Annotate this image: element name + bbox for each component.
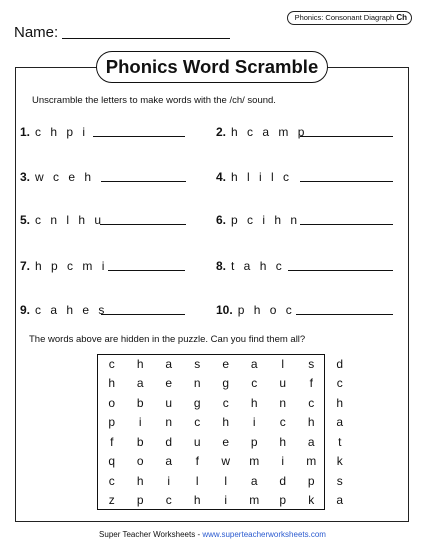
item-number: 7. — [20, 259, 31, 273]
grid-letter: p — [108, 415, 116, 429]
grid-letter: n — [279, 395, 287, 410]
grid-letter: b — [136, 434, 144, 449]
scramble-item-4 — [216, 170, 292, 184]
grid-letter: c — [108, 356, 115, 371]
answer-blank-5[interactable] — [100, 224, 186, 225]
answer-blank-8[interactable] — [288, 270, 393, 271]
grid-letter: a — [307, 434, 315, 449]
topic-code: Ch — [396, 13, 407, 22]
grid-letter: a — [250, 356, 258, 371]
grid-letter: s — [194, 356, 201, 371]
name-field-line[interactable] — [62, 38, 230, 39]
item-letters: t a h c — [231, 259, 285, 273]
grid-letter: l — [195, 473, 199, 488]
grid-letter: a — [136, 376, 144, 390]
answer-blank-7[interactable] — [108, 270, 185, 271]
grid-letter: k — [336, 454, 343, 468]
grid-letter: n — [193, 376, 201, 390]
word-search-grid — [97, 354, 344, 510]
scramble-item-6 — [216, 213, 300, 227]
grid-letter: p — [136, 493, 144, 507]
grid-letter: c — [308, 395, 315, 410]
name-label: Name: — [14, 24, 59, 41]
grid-letter: u — [165, 395, 173, 410]
item-letters: w c e h — [35, 170, 95, 184]
grid-letter: m — [306, 454, 317, 468]
grid-letter: a — [165, 454, 173, 468]
item-number: 6. — [216, 213, 227, 227]
grid-letter: h — [222, 415, 230, 429]
grid-letter: m — [249, 493, 260, 507]
answer-blank-4[interactable] — [300, 181, 393, 182]
scramble-item-9 — [20, 303, 107, 317]
grid-letter: s — [336, 473, 343, 488]
footer — [0, 530, 425, 539]
grid-letter: d — [336, 356, 344, 371]
grid-letter: e — [222, 356, 230, 371]
grid-letter: o — [136, 454, 144, 468]
topic-label: Phonics: Consonant Diagraph — [294, 13, 395, 22]
grid-letter: c — [194, 415, 201, 429]
answer-blank-6[interactable] — [300, 224, 393, 225]
grid-letter: f — [195, 454, 199, 468]
grid-letter: z — [108, 493, 115, 507]
grid-letter: i — [224, 493, 228, 507]
item-letters: h c a m p — [231, 125, 308, 139]
item-letters: p c i h n — [231, 213, 301, 227]
grid-letter: n — [165, 415, 173, 429]
grid-letter: h — [136, 473, 144, 488]
grid-letter: w — [221, 454, 231, 468]
grid-letter: c — [165, 493, 172, 507]
grid-letter: a — [250, 473, 258, 488]
grid-letter: h — [108, 376, 116, 390]
grid-letter: i — [167, 473, 171, 488]
grid-letter: p — [307, 473, 315, 488]
grid-letter: c — [108, 473, 115, 488]
grid-letter: h — [136, 356, 144, 371]
puzzle-instruction: The words above are hidden in the puzzle. Can you find them all? — [29, 334, 306, 345]
grid-letter: p — [250, 434, 258, 449]
grid-letter: m — [249, 454, 260, 468]
grid-letter: f — [110, 434, 114, 449]
item-letters: h l i l c — [231, 170, 293, 184]
item-letters: c h p i — [35, 125, 89, 139]
grid-letter: h — [307, 415, 315, 429]
grid-letter: e — [222, 434, 230, 449]
grid-letter: e — [165, 376, 173, 390]
item-number: 4. — [216, 170, 227, 184]
item-number: 9. — [20, 303, 31, 317]
item-letters: c n l h u — [35, 213, 105, 227]
answer-blank-10[interactable] — [296, 314, 393, 315]
grid-letter: l — [224, 473, 228, 488]
scramble-item-1 — [20, 125, 88, 139]
grid-letter: d — [279, 473, 287, 488]
answer-blank-9[interactable] — [101, 314, 185, 315]
scramble-item-10 — [216, 303, 295, 317]
grid-letter: u — [193, 434, 201, 449]
grid-letter: h — [279, 434, 287, 449]
worksheet-title: Phonics Word Scramble — [96, 51, 328, 83]
grid-letter: a — [165, 356, 173, 371]
grid-letter: c — [336, 376, 343, 390]
grid-letter: i — [252, 415, 256, 429]
grid-letter: t — [338, 434, 342, 449]
grid-letter: k — [308, 493, 315, 507]
grid-letter: a — [336, 493, 344, 507]
grid-letter: g — [222, 376, 230, 390]
grid-letter: c — [279, 415, 286, 429]
grid-letter: b — [136, 395, 144, 410]
grid-letter: i — [138, 415, 142, 429]
scramble-item-8 — [216, 259, 285, 273]
item-letters: p h o c — [237, 303, 295, 317]
grid-letter: o — [108, 395, 116, 410]
answer-blank-2[interactable] — [300, 136, 393, 137]
item-number: 1. — [20, 125, 31, 139]
footer-link[interactable]: www.superteacherworksheets.com — [202, 530, 326, 539]
grid-letter: h — [250, 395, 258, 410]
item-number: 5. — [20, 213, 31, 227]
instruction-text: Unscramble the letters to make words with the /ch/ sound. — [32, 95, 276, 106]
item-number: 3. — [20, 170, 31, 184]
grid-letter: i — [281, 454, 285, 468]
grid-letter: h — [336, 395, 344, 410]
scramble-item-5 — [20, 213, 104, 227]
item-number: 8. — [216, 259, 227, 273]
answer-blank-3[interactable] — [101, 181, 186, 182]
grid-letter: a — [336, 415, 344, 429]
grid-letter: g — [193, 395, 201, 410]
grid-letter: q — [108, 454, 116, 468]
item-number: 2. — [216, 125, 227, 139]
grid-letter: s — [308, 356, 315, 371]
item-letters: c a h e s — [35, 303, 108, 317]
grid-letter: c — [222, 395, 229, 410]
grid-letter: l — [281, 356, 285, 371]
scramble-item-3 — [20, 170, 94, 184]
grid-letter: p — [279, 493, 287, 507]
item-letters: h p c m i — [35, 259, 108, 273]
topic-badge — [287, 11, 412, 25]
grid-letter: f — [309, 376, 313, 390]
grid-letter: d — [165, 434, 173, 449]
grid-letter: u — [279, 376, 287, 390]
grid-letter: h — [193, 493, 201, 507]
item-number: 10. — [216, 303, 233, 317]
grid-letter: c — [251, 376, 258, 390]
answer-blank-1[interactable] — [93, 136, 185, 137]
scramble-item-2 — [216, 125, 307, 139]
scramble-item-7 — [20, 259, 107, 273]
footer-text: Super Teacher Worksheets - — [99, 530, 203, 539]
